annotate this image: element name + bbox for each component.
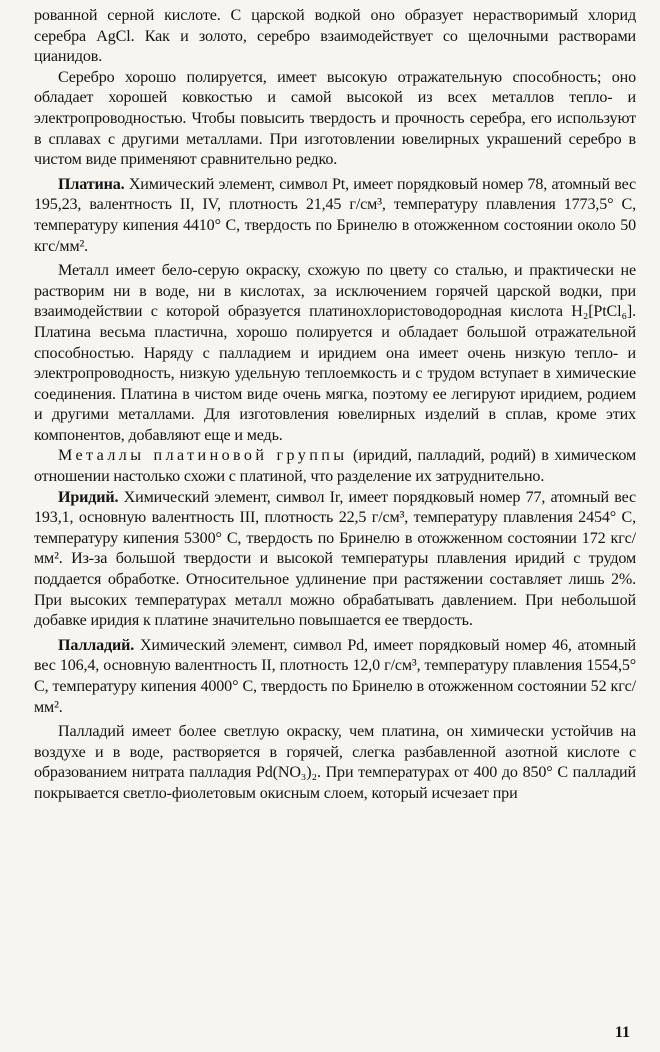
paragraph-text: Химический элемент, символ Ir, имеет порядковый номер 77, атомный вес 193,1, основную валентность III, плотность 22,5 г/см³, температуру плавления 2454° С, температуру кипения 5300° С, твердость по Бринелю в отожженном состоянии 172 кгс/мм². Из-за большой твердости и высокой температуры плавления иридий с трудом поддается обработке. Относительное удлинение при растяжении составляет лишь 2%. При высоких температурах металл можно обрабатывать давлением. При небольшой добавке иридия к платине значительно повышается ее твердость. [34, 488, 636, 630]
section-heading-iridium: Иридий. [58, 488, 119, 506]
paragraph-text: Палладий имеет более светлую окраску, чем платина, он химически устойчив на воздухе и в воде, растворяется в горячей, слегка разбавленной азотной кислоте с образованием нитрата палладия Pd(NO₃)₂. При температурах от 400 до 850° С палладий покрывается светло-фиолетовым окисным слоем, который исчезает при [34, 723, 636, 802]
spaced-term: Металлы платиновой группы [58, 447, 348, 465]
paragraph-text: Серебро хорошо полируется, имеет высокую отражательную способность; оно обладает хорошей ковкостью и самой высокой из всех металлов тепло- и электропроводностью. Чтобы повысить твердость и прочность серебра, его используют в сплавах с другими металлами. При изготовлении ювелирных украшений серебро в чистом виде применяют сравнительно редко. [34, 68, 636, 169]
page-number: 11 [614, 1024, 630, 1041]
paragraph-palladium [34, 636, 636, 718]
paragraph-text: рованной серной кислоте. С царской водкой оно образует нерастворимый хлорид серебра AgCl. Как и золото, серебро взаимодействует со щелочными растворами цианидов. [34, 7, 636, 66]
paragraph-text: Химический элемент, символ Pt, имеет порядковый номер 78, атомный вес 195,23, валентность II, IV, плотность 21,45 г/см³, температуру плавления 1773,5° С, температуру кипения 4410° С, твердость по Бринелю в отожженном состоянии около 50 кгс/мм². [34, 175, 636, 255]
paragraph-palladium-properties [34, 722, 636, 804]
paragraph-silver [34, 68, 636, 171]
paragraph-iridium [34, 488, 636, 632]
paragraph-text: Металл имеет бело-серую окраску, схожую по цвету со сталью, и практически не растворим ни в воде, ни в кислотах, за исключением горячей царской водки, при взаимодействии с которой образуется платинохлористоводородная кислота H₂[PtCl₆]. Платина весьма пластична, хорошо полируется и обладает большой отражательной способностью. Наряду с палладием и иридием она имеет очень низкую тепло- и электропроводность, низкую удельную теплоемкость и с трудом вступает в химические соединения. Платина в чистом виде очень мягка, поэтому ее легируют иридием, родием и другими металлами. Для изготовления ювелирных изделий в сплав, кроме этих компонентов, добавляют еще и медь. [34, 262, 636, 444]
paragraph-text: Химический элемент, символ Pd, имеет порядковый номер 46, атомный вес 106,4, основную валентность II, плотность 12,0 г/см³, температуру плавления 1554,5° С, температуру кипения 4000° С, твердость по Бринелю в отожженном состоянии 52 кгс/мм². [34, 636, 636, 716]
paragraph-continuation [34, 6, 636, 68]
paragraph-platinum-group [34, 446, 636, 487]
section-heading-palladium: Палладий. [58, 636, 135, 654]
paragraph-platinum [34, 175, 636, 257]
paragraph-platinum-properties [34, 261, 636, 446]
section-heading-platinum: Платина. [58, 175, 125, 193]
paragraph-text: (иридий, палладий, родий) в химическом отношении настолько схожи с платиной, что разделение их затруднительно. [34, 447, 636, 486]
